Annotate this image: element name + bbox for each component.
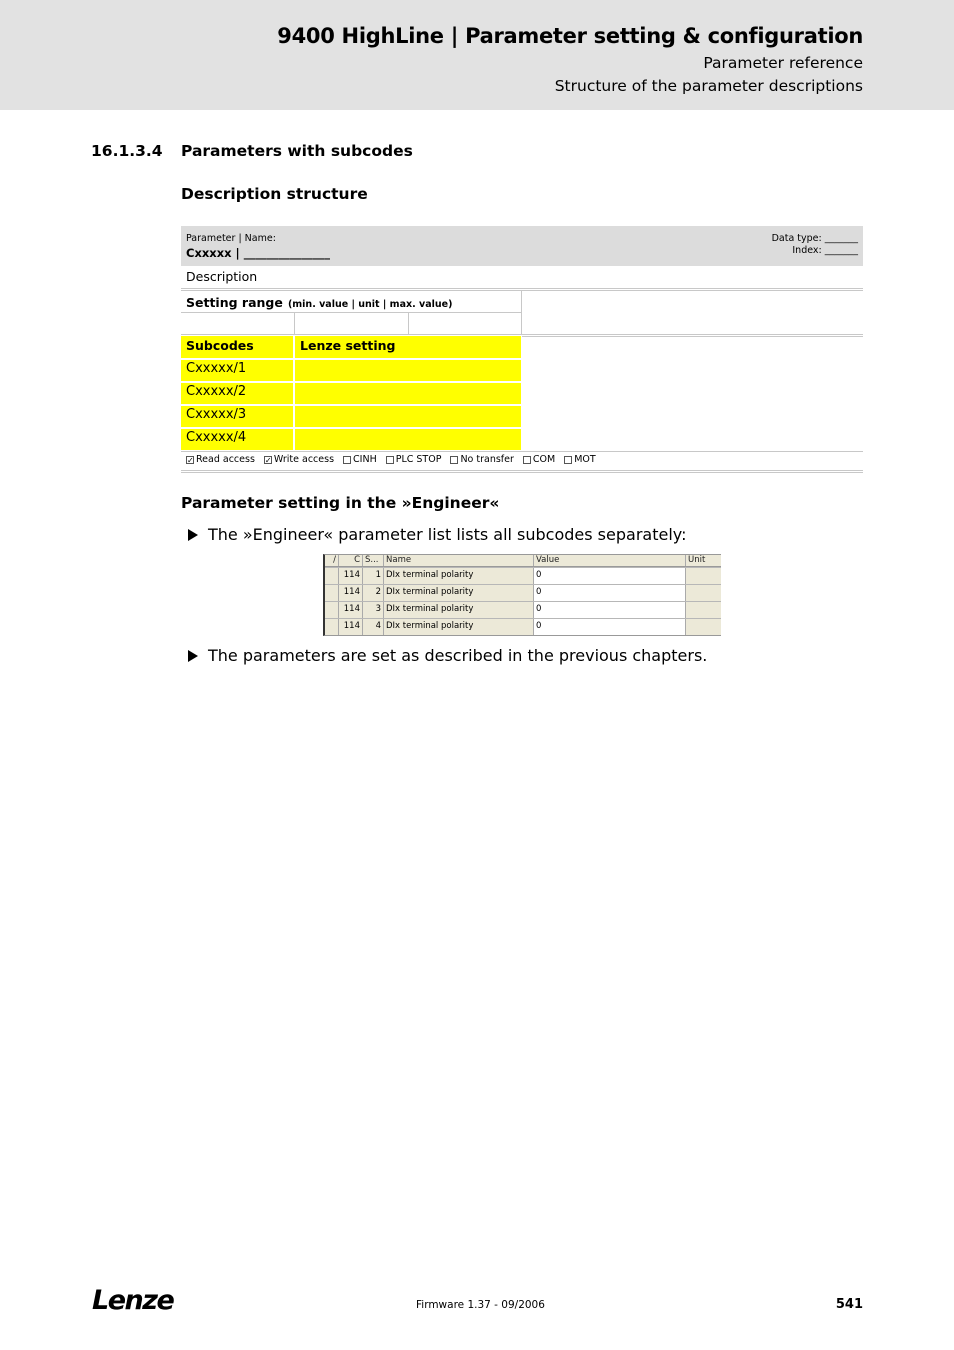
code-cell: 114 [339,619,363,635]
column-header[interactable]: S... [363,555,384,566]
name-cell: DIx terminal polarity [384,602,534,618]
subcode-label: Cxxxxx/1 [186,361,247,376]
lenze-logo: Lenze [92,1285,174,1316]
engineer-parameter-list [323,554,721,636]
lenze-setting-cell [295,406,521,427]
flag-write-access [264,454,334,465]
row-marker [325,602,339,618]
code-cell: 114 [339,602,363,618]
column-header[interactable]: C [339,555,363,566]
unit-cell [686,585,721,601]
divider [181,290,863,291]
bullet-text: The parameters are set as described in the previous chapters. [208,646,708,665]
row-marker [325,619,339,635]
divider [294,312,295,334]
description-label: Description [186,269,258,284]
page-number: 541 [835,1297,863,1312]
flag-plc-stop [386,454,442,465]
flag-no-transfer [450,454,513,465]
table-row[interactable] [325,601,721,618]
lenze-setting-cell [295,429,521,450]
grid-header-row [325,555,721,567]
flag-mot [564,454,595,465]
subcodes-header: Subcodes [186,338,254,353]
subcode-label: Cxxxxx/2 [186,384,247,399]
column-header[interactable]: Value [534,555,686,566]
bullet-text: The »Engineer« parameter list lists all subcodes separately: [208,525,687,544]
section-number: 16.1.3.4 [91,142,163,160]
header-subtitle-section: Structure of the parameter descriptions [554,77,863,95]
divider [181,288,863,289]
flag-label: Write access [273,454,335,465]
checkbox-empty-icon [564,456,572,464]
table-row[interactable] [325,618,721,635]
code-cell: 114 [339,585,363,601]
bullet-item [188,646,707,665]
flag-label: No transfer [460,454,514,465]
table-row[interactable] [325,567,721,584]
triangle-bullet-icon [188,650,198,662]
code-cell: 114 [339,568,363,584]
setting-range-label: Setting range [186,295,283,310]
parameter-name-label: Parameter | Name: [186,233,276,244]
flag-cinh [343,454,377,465]
value-cell[interactable]: 0 [534,619,686,635]
lenze-setting-cell [295,383,521,404]
subcode-label: Cxxxxx/4 [186,430,247,445]
name-cell: DIx terminal polarity [384,568,534,584]
checkbox-empty-icon [386,456,394,464]
lenze-setting-cell [295,360,521,381]
row-marker [325,568,339,584]
firmware-version: Firmware 1.37 - 09/2006 [416,1299,545,1311]
parameter-description-template [181,226,863,473]
parameter-code: Cxxxxx | _______________ [186,246,330,260]
column-header[interactable]: Unit [688,555,706,565]
data-type-label: Data type: _______ [771,233,858,244]
description-structure-heading: Description structure [181,185,368,203]
checkbox-empty-icon [523,456,531,464]
unit-cell [686,619,721,635]
flag-label: MOT [574,454,596,465]
engineer-heading: Parameter setting in the »Engineer« [181,494,500,512]
page-title: 9400 HighLine | Parameter setting & configuration [277,24,863,48]
flag-label: PLC STOP [395,454,442,465]
unit-cell [686,568,721,584]
value-cell[interactable]: 0 [534,585,686,601]
flag-label: CINH [353,454,377,465]
header-subtitle-chapter: Parameter reference [703,54,863,72]
subcode-cell: 3 [363,602,384,618]
divider [181,470,863,471]
index-label: Index: _______ [792,245,858,256]
table-row[interactable] [325,584,721,601]
divider [522,336,863,337]
access-flags [186,454,596,465]
lenze-setting-header: Lenze setting [300,338,396,353]
checkbox-empty-icon [343,456,351,464]
flag-label: COM [532,454,556,465]
column-header[interactable]: / [325,555,339,566]
flag-label: Read access [196,454,255,465]
bullet-item [188,525,686,544]
divider [408,312,409,334]
unit-cell [686,602,721,618]
flag-com [523,454,555,465]
divider [181,312,522,313]
name-cell: DIx terminal polarity [384,585,534,601]
section-title: Parameters with subcodes [181,142,413,160]
divider [181,472,863,473]
triangle-bullet-icon [188,529,198,541]
setting-range-hint: (min. value | unit | max. value) [287,299,453,310]
setting-range-row [186,292,452,311]
subcode-cell: 2 [363,585,384,601]
checkbox-empty-icon [450,456,458,464]
checkbox-checked-icon: ✓ [264,455,272,465]
value-cell[interactable]: 0 [534,568,686,584]
column-header[interactable]: Name [384,555,534,566]
subcode-cell: 4 [363,619,384,635]
checkbox-checked-icon: ✓ [187,455,194,465]
subcode-cell: 1 [363,568,384,584]
flag-read-access [186,454,255,465]
name-cell: DIx terminal polarity [384,619,534,635]
divider [181,451,863,452]
divider [181,334,863,335]
value-cell[interactable]: 0 [534,602,686,618]
row-marker [325,585,339,601]
subcode-label: Cxxxxx/3 [186,407,247,422]
